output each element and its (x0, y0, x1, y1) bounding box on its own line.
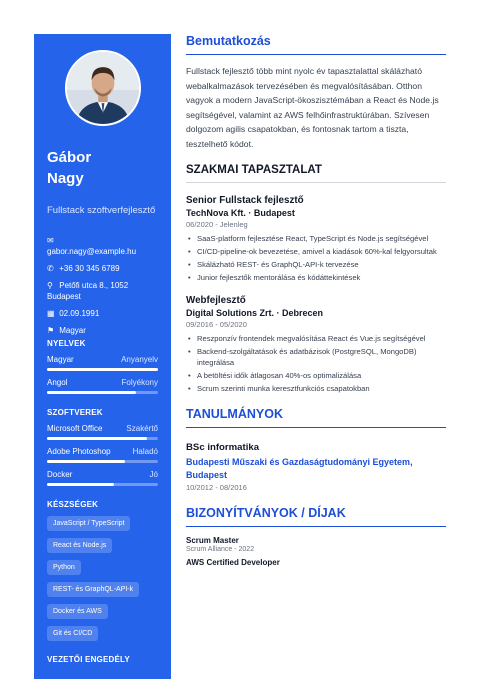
languages-heading: NYELVEK (47, 339, 86, 348)
contact-birthdate (47, 308, 158, 319)
envelope-icon: ✉ (47, 236, 54, 245)
languages-list (47, 354, 158, 394)
job-date: 06/2020 - Jelenleg (186, 220, 248, 229)
education-degree: BSc informatika (186, 442, 260, 453)
certificate-entry (186, 536, 446, 553)
job-entry (186, 295, 446, 394)
job-company: Digital Solutions Zrt. · Debrecen (186, 308, 324, 318)
profile-photo (67, 52, 139, 124)
software-bar (47, 460, 158, 463)
language-bar-fill (47, 368, 158, 371)
job-title: Webfejlesztő (186, 295, 246, 306)
license-heading: VEZETŐI ENGEDÉLY (47, 655, 130, 664)
job-bullet: • Skálázható REST- és GraphQL-API-k tervezése (186, 259, 446, 270)
software-name: Microsoft Office (47, 424, 103, 433)
certificate-name: AWS Certified Developer (186, 558, 280, 567)
education-heading: TANULMÁNYOK (186, 407, 446, 428)
certificate-name: Scrum Master (186, 536, 239, 545)
job-bullet: • CI/CD-pipeline-ok bevezetése, amivel a kiadások 60%-kal felgyorsultak (186, 246, 446, 257)
language-item (47, 377, 158, 394)
person-name (47, 147, 158, 189)
job-entry (186, 195, 446, 283)
software-level: Jó (149, 470, 158, 479)
education-entry (186, 442, 446, 492)
language-name: Magyar (47, 355, 74, 364)
software-heading: SZOFTVEREK (47, 408, 103, 417)
nationality-text: Magyar (59, 326, 86, 335)
job-title: Senior Fullstack fejlesztő (186, 195, 304, 206)
contact-phone (47, 263, 158, 274)
software-name: Docker (47, 470, 73, 479)
location-pin-icon: ⚲ (47, 281, 53, 290)
skill-tag: Git és CI/CD (47, 626, 98, 641)
education-school: Budapesti Műszaki és Gazdaságtudományi Egyetem, Budapest (186, 457, 413, 480)
phone-text: +36 30 345 6789 (59, 264, 120, 273)
job-bullets (186, 333, 446, 394)
language-bar (47, 391, 158, 394)
certificates-heading: BIZONYÍTVÁNYOK / DÍJAK (186, 506, 446, 527)
job-bullet: • Scrum szerinti munka keresztfunkciós csapatokban (186, 383, 446, 394)
software-bar (47, 437, 158, 440)
experience-heading: SZAKMAI TAPASZTALAT (186, 164, 446, 183)
job-bullet: • Junior fejlesztők mentorálása és kódáttekintések (186, 272, 446, 283)
software-bar-fill (47, 460, 125, 463)
flag-icon: ⚑ (47, 326, 55, 335)
job-company: TechNova Kft. · Budapest (186, 208, 295, 218)
software-name: Adobe Photoshop (47, 447, 111, 456)
job-bullet: • A betöltési idők átlagosan 40%-os optimalizálása (186, 370, 446, 381)
first-name: Gábor (47, 149, 92, 166)
language-level: Anyanyelv (121, 355, 158, 364)
education-date: 10/2012 - 08/2016 (186, 483, 247, 492)
email-text: gabor.nagy@example.hu (47, 247, 137, 256)
software-level: Szakértő (126, 424, 158, 433)
last-name: Nagy (47, 170, 84, 187)
skill-tag: JavaScript / TypeScript (47, 516, 130, 531)
skills-heading: KÉSZSÉGEK (47, 500, 99, 509)
skill-tag: React és Node.js (47, 538, 112, 553)
job-title: Fullstack szoftverfejlesztő (47, 205, 156, 216)
software-bar-fill (47, 483, 114, 486)
language-bar (47, 368, 158, 371)
language-bar-fill (47, 391, 136, 394)
language-item (47, 354, 158, 371)
skill-tag: Python (47, 560, 81, 575)
certificate-entry (186, 558, 446, 567)
summary-heading: Bemutatkozás (186, 34, 446, 55)
software-item (47, 446, 158, 463)
skill-tag: Docker és AWS (47, 604, 108, 619)
language-level: Folyékony (121, 378, 158, 387)
software-bar-fill (47, 437, 147, 440)
language-name: Angol (47, 378, 68, 387)
main-content (186, 34, 446, 567)
job-bullet: • SaaS-platform fejlesztése React, TypeScript és Node.js segítségével (186, 233, 446, 244)
job-bullets (186, 233, 446, 283)
birthdate-text: 02.09.1991 (59, 309, 100, 318)
summary-text: Fullstack fejlesztő több mint nyolc év tapasztalattal skálázható webalkalmazások tervezésében és megvalósításában. Otthon vagyok a modern JavaScript-ökoszisztémában a React és Node.js segítségével, valamint az AWS felhőinfrastruktúrában. Szívesen dolgozom agilis csapatokban, és fontosnak tartom a tiszta, tesztelhető kódot. (186, 66, 439, 149)
software-list (47, 423, 158, 486)
address-text: Petőfi utca 8., 1052 Budapest (47, 281, 129, 301)
job-bullet: • Reszponzív frontendek megvalósítása React és Vue.js segítségével (186, 333, 446, 344)
phone-icon: ✆ (47, 264, 54, 273)
job-bullet: • Backend-szolgáltatások és adatbázisok (PostgreSQL, MongoDB) integrálása (186, 346, 446, 368)
contact-email (47, 235, 158, 257)
job-date: 09/2016 - 05/2020 (186, 320, 247, 329)
contact-address (47, 280, 158, 302)
software-level: Haladó (132, 447, 158, 456)
contact-nationality (47, 325, 158, 336)
skills-list (47, 509, 158, 641)
skill-tag: REST- és GraphQL-API-k (47, 582, 139, 597)
certificate-org: Scrum Alliance - 2022 (186, 546, 255, 553)
software-item (47, 469, 158, 486)
software-bar (47, 483, 158, 486)
avatar (65, 50, 141, 126)
sidebar (34, 34, 171, 679)
contact-list (47, 235, 158, 336)
software-item (47, 423, 158, 440)
calendar-icon: ▦ (47, 309, 55, 318)
